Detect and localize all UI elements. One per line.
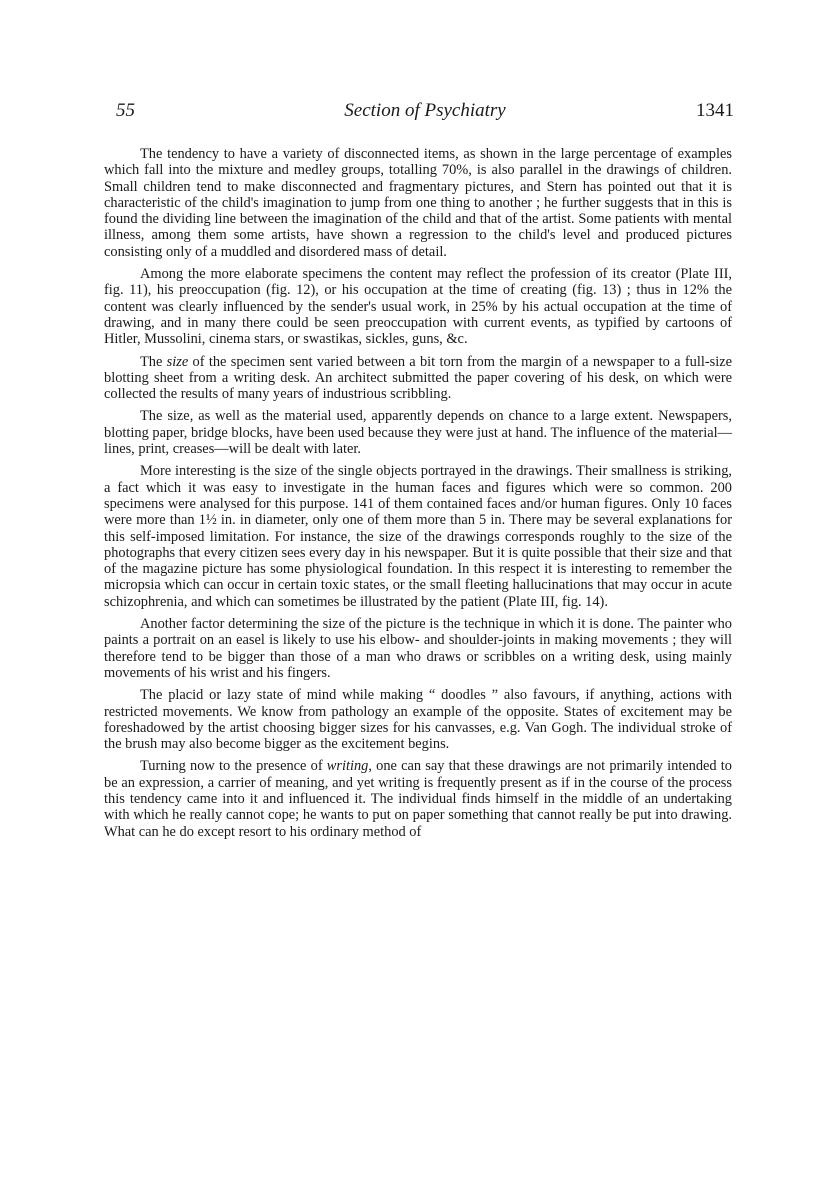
paragraph-mixture-medley: The tendency to have a variety of disconnected items, as shown in the large percentage of examples which fall into the mixture and medley groups, totalling 70%, is also parallel in the drawings of children. Small children tend to make disconnected and fragmentary pictures, and Stern has pointed out that it is characteristic of the child's imagination to jump from one thing to another ; he further suggests that in this is found the dividing line between the imagination of the child and that of the artist. Some patients with mental illness, among them some artists, have shown a regression to the child's level and produced pictures consisting only of a muddled and disordered mass of detail. [104,146,732,260]
page-number-right: 1341 [696,100,734,121]
paragraph-state-of-mind: The placid or lazy state of mind while making “ doodles ” also favours, if anything, actions with restricted movements. We know from pathology an example of the opposite. States of excitement may be foreshadowed by the artist choosing bigger sizes for his canvasses, e.g. Van Gogh. The individual stroke of the brush may also become bigger as the excitement begins. [104,687,732,753]
paragraph-object-size: More interesting is the size of the single objects portrayed in the drawings. Their smallness is striking, a fact which it was easy to investigate in the human faces and figures which were so common. 200 specimens were analysed for this purpose. 141 of them contained faces and/or human figures. Only 10 faces were more than 1½ in. in diameter, only one of them more than 5 in. There may be several explanations for this self-imposed limitation. For instance, the size of the drawings corresponds roughly to the size of the photographs that every citizen sees every day in his newspaper. But it is quite possible that their size and that of the magazine picture has some physiological foundation. In this respect it is interesting to remember the micropsia which can occur in certain toxic states, or the small fleeting hallucinations that may occur in acute schizophrenia, and which can sometimes be illustrated by the patient (Plate III, fig. 14). [104,463,732,610]
paragraph-material: The size, as well as the material used, apparently depends on chance to a large extent. Newspapers, blotting paper, bridge blocks, have been used because they were just at hand. The influence of the material—lines, print, creases—will be dealt with later. [104,408,732,458]
paragraph-writing: Turning now to the presence of writing, one can say that these drawings are not primarily intended to be an expression, a carrier of meaning, and yet writing is frequently present as if in the course of the process this tendency came into it and influenced it. The individual finds himself in the middle of an undertaking with which he really cannot cope; he wants to put on paper something that cannot really be put into drawing. What can he do except resort to his ordinary method of [104,758,732,840]
emphasis-writing: writing [326,758,369,775]
paragraph-content-profession: Among the more elaborate specimens the content may reflect the profession of its creator (Plate III, fig. 11), his preoccupation (fig. 12), or his occupation at the time of creating (fig. 13) ; thus in 12% the content was clearly influenced by the sender's usual work, in 25% by his actual occupation at the time of drawing, and in many there could be seen preoccupation with current events, as typified by cartoons of Hitler, Mussolini, cinema stars, or swastikas, sickles, guns, &c. [104,266,732,348]
paragraph-technique: Another factor determining the size of the picture is the technique in which it is done. The painter who paints a portrait on an easel is likely to use his elbow- and shoulder-joints in making movements ; they will therefore tend to be bigger than those of a man who draws or scribbles on a writing desk, using mainly movements of his wrist and his fingers. [104,616,732,681]
paragraph-specimen-size: The size of the specimen sent varied between a bit torn from the margin of a newspaper to a full-size blotting sheet from a writing desk. An architect submitted the paper covering of his desk, on which were collected the results of many years of industrious scribbling. [104,353,732,403]
body-text [104,146,732,846]
section-title: Section of Psychiatry [344,100,506,121]
page-number-left: 55 [116,100,135,121]
emphasis-size: size [166,353,189,370]
page-header [116,100,734,128]
